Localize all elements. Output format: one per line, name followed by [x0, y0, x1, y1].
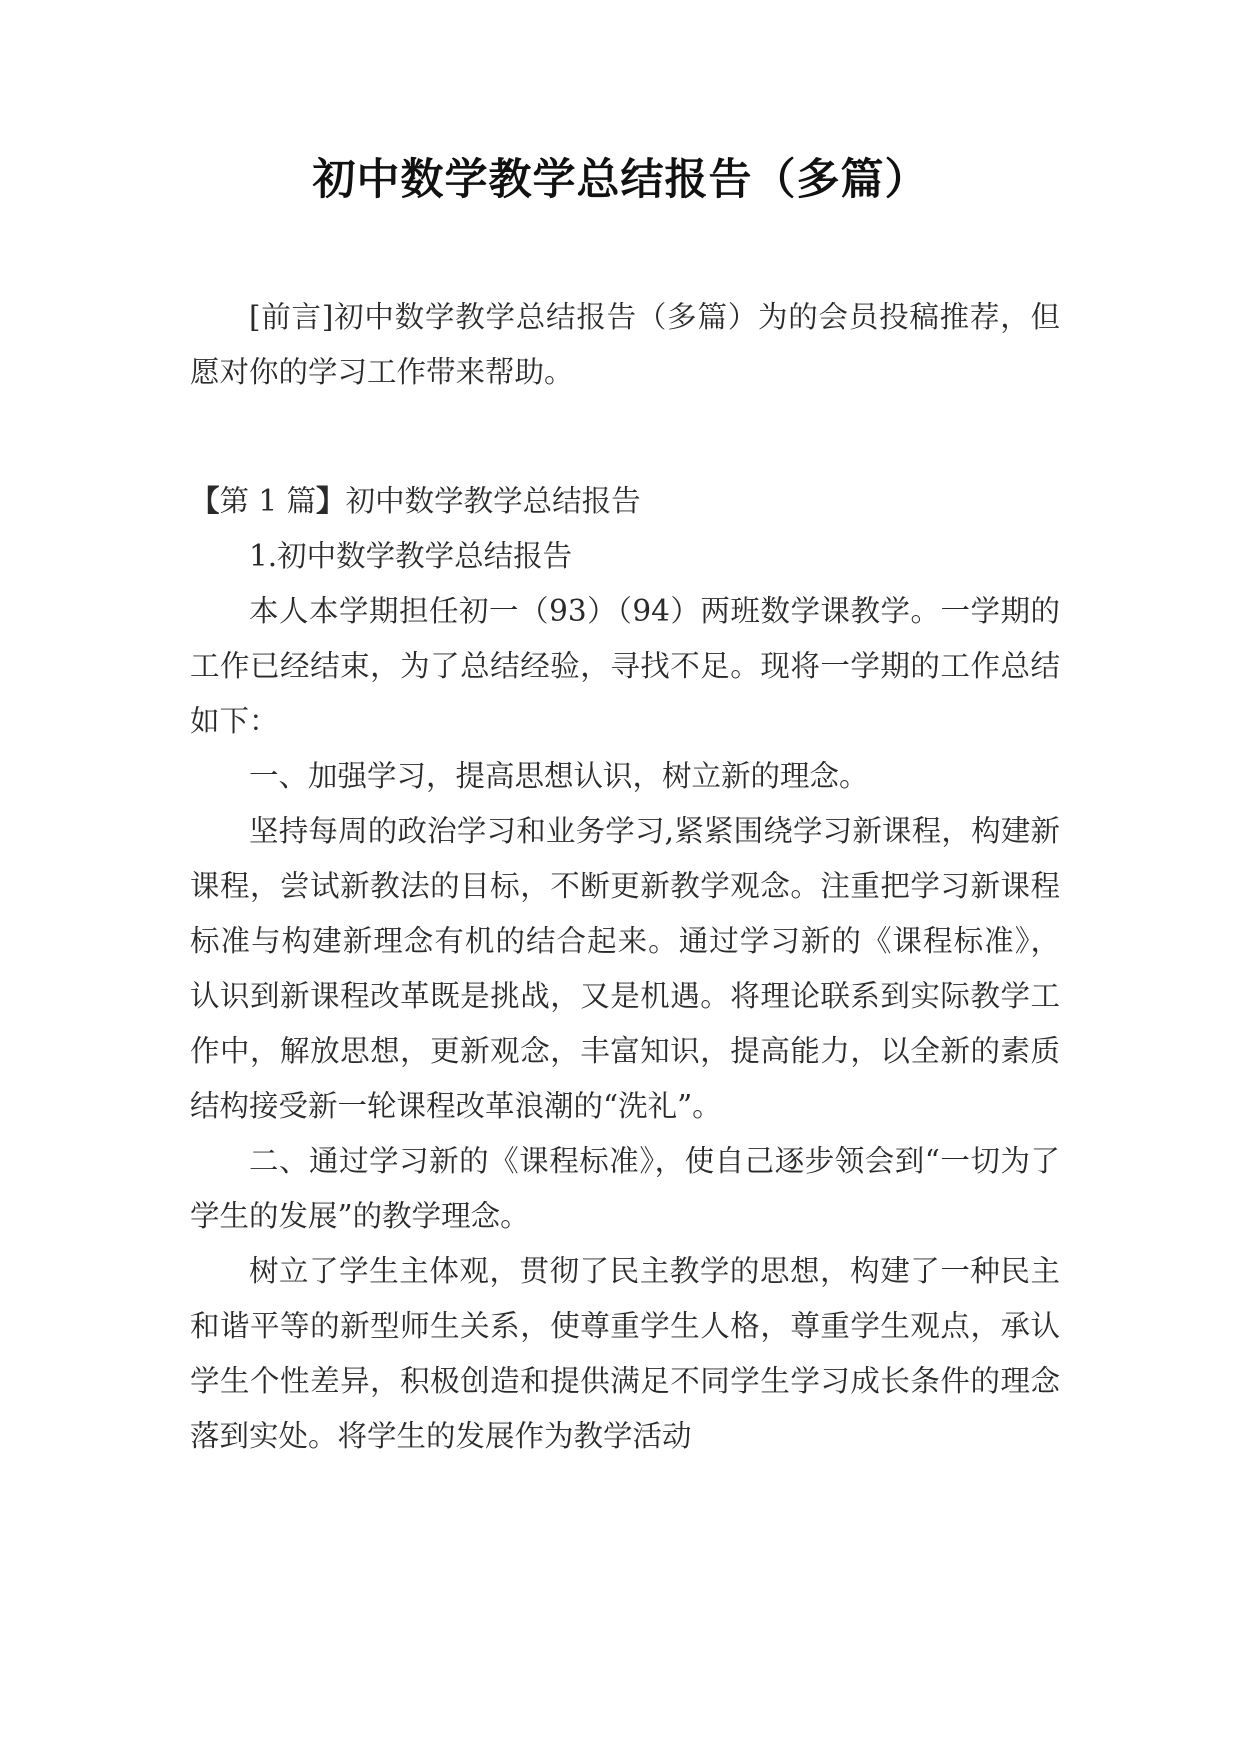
body-paragraph: 树立了学生主体观，贯彻了民主教学的思想，构建了一种民主和谐平等的新型师生关系，使尊重学生人格，尊重学生观点，承认学生个性差异，积极创造和提供满足不同学生学习成长条件的理念落到实处。将学生的发展作为教学活动: [190, 1254, 1060, 1453]
section-open-bracket: 【: [190, 483, 220, 518]
section-heading: 初中数学教学总结报告: [345, 484, 641, 518]
body-paragraph: 本人本学期担任初一（93）（94）两班数学课教学。一学期的工作已经结束，为了总结经验，寻找不足。现将一学期的工作总结如下：: [190, 594, 1060, 738]
section-heading-line: [190, 473, 1060, 529]
point-heading: 一、加强学习，提高思想认识，树立新的理念。: [249, 759, 869, 793]
section-label: 第 1 篇: [219, 484, 317, 518]
preface-paragraph: [前言]初中数学教学总结报告（多篇）为的会员投稿推荐，但愿对你的学习工作带来帮助。: [190, 300, 1060, 389]
subsection-heading: 1.初中数学教学总结报告: [249, 539, 573, 573]
document-body: [190, 290, 1060, 1464]
document-title: 初中数学教学总结报告（多篇）: [312, 155, 929, 205]
point-heading: 二、通过学习新的《课程标准》，使自己逐步领会到“一切为了学生的发展”的教学理念。: [190, 1144, 1060, 1233]
section-close-bracket: 】: [316, 483, 346, 518]
body-paragraph: 坚持每周的政治学习和业务学习,紧紧围绕学习新课程，构建新课程，尝试新教法的目标，不断更新教学观念。注重把学习新课程标准与构建新理念有机的结合起来。通过学习新的《课程标准》，认识到新课程改革既是挑战，又是机遇。将理论联系到实际教学工作中，解放思想，更新观念，丰富知识，提高能力，以全新的素质结构接受新一轮课程改革浪潮的“洗礼”。: [190, 814, 1060, 1123]
